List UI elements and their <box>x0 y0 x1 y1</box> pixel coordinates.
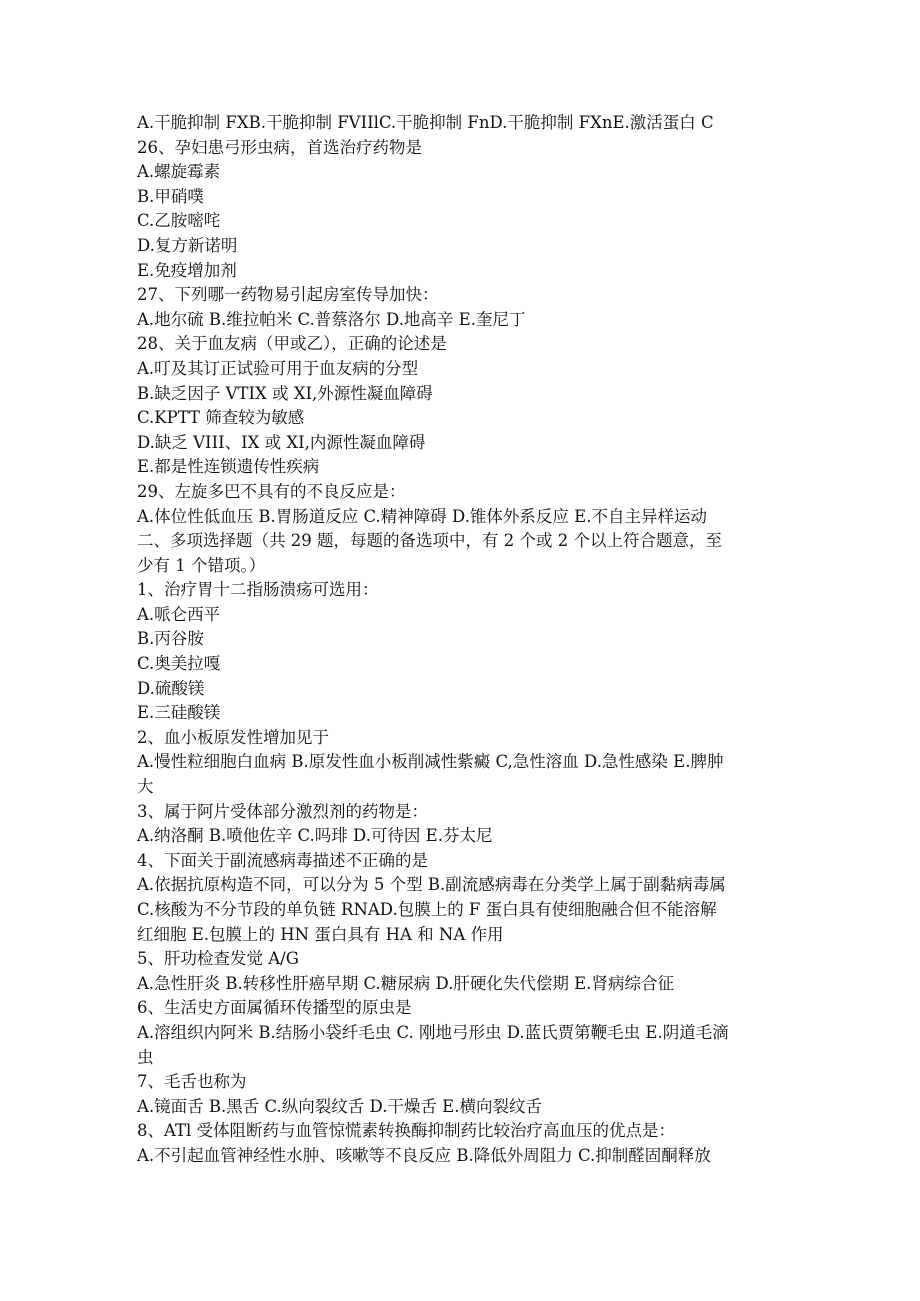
option-line-cont: 虫 <box>137 1047 154 1067</box>
question-29-stem: 29、左旋多巴不具有的不良反应是： <box>137 481 406 501</box>
question-28-stem: 28、关于血友病（甲或乙），正确的论述是 <box>137 334 447 354</box>
option-line: A.哌仑西平 <box>137 604 221 624</box>
text-line: A.干脆抑制 FXB.干脆抑制 FVIIlC.干脆抑制 FnD.干脆抑制 FXnE.激活蛋白 C <box>137 113 714 132</box>
question-2-stem: 2、血小板原发性增加见于 <box>137 727 329 747</box>
section-heading: 二、多项选择题（共 29 题，每题的备选项中，有 2 个或 2 个以上符合题意，至 <box>137 531 722 551</box>
option-line: A.地尔硫 B.维拉帕米 C.普蔡洛尔 D.地高辛 E.奎尼丁 <box>137 309 526 329</box>
option-line: E.免疫增加剂 <box>137 260 237 280</box>
question-6-stem: 6、生活史方面属循环传播型的原虫是 <box>137 998 412 1018</box>
option-line: E.三硅酸镁 <box>137 703 221 723</box>
option-line: A.急性肝炎 B.转移性肝癌早期 C.糖尿病 D.肝硬化失代偿期 E.肾病综合征 <box>137 973 674 993</box>
section-heading-cont: 少有 1 个错项。） <box>137 555 266 575</box>
question-4-stem: 4、下面关于副流感病毒描述不正确的是 <box>137 850 428 870</box>
question-3-stem: 3、属于阿片受体部分激烈剂的药物是： <box>137 801 428 821</box>
option-line: B.缺乏因子 VTIX 或 XI,外源性凝血障碍 <box>137 383 433 403</box>
option-line: A.体位性低血压 B.胃肠道反应 C.精神障碍 D.锥体外系反应 E.不自主异样运动 <box>137 506 707 526</box>
question-7-stem: 7、毛舌也称为 <box>137 1072 247 1092</box>
option-line: A.慢性粒细胞白血病 B.原发性血小板削减性紫癜 C,急性溶血 D.急性感染 E.脾肿 <box>137 752 724 772</box>
option-line: A.叮及其订正试验可用于血友病的分型 <box>137 358 419 378</box>
option-line: C.KPTT 筛查较为敏感 <box>137 408 305 428</box>
option-line: A.纳洛酮 B.喷他佐辛 C.吗琲 D.可待因 E.芬太尼 <box>137 826 493 846</box>
question-26-stem: 26、孕妇患弓形虫病，首选治疗药物是 <box>137 137 422 157</box>
question-5-stem: 5、肝功检查发觉 A/G <box>137 949 299 969</box>
option-line-cont: 大 <box>137 777 154 797</box>
question-1-stem: 1、治疗胃十二指肠溃疡可选用： <box>137 580 379 600</box>
option-line: B.甲硝噗 <box>137 186 204 206</box>
option-line: A.螺旋霉素 <box>137 162 221 182</box>
option-line: A.不引起血管神经性水肿、咳嗽等不良反应 B.降低外周阻力 C.抑制醛固酮释放 <box>137 1145 711 1165</box>
option-line: C.奥美拉嘎 <box>137 654 221 674</box>
option-line: A.溶组织内阿米 B.结肠小袋纤毛虫 C. 刚地弓形虫 D.蓝氏贾第鞭毛虫 E.阴道毛滴 <box>137 1022 729 1042</box>
option-line: D.缺乏 VIII、IX 或 XI,内源性凝血障碍 <box>137 432 426 452</box>
option-line: B.丙谷胺 <box>137 629 204 649</box>
option-line: C.乙胺嘧咤 <box>137 211 221 231</box>
document-page <box>137 111 787 1169</box>
question-8-stem: 8、ATl 受体阻断药与血管惊慌素转换酶抑制药比较治疗高血压的优点是： <box>137 1121 676 1141</box>
option-line: E.都是性连锁遗传性疾病 <box>137 457 320 477</box>
option-line: A.镜面舌 B.黑舌 C.纵向裂纹舌 D.干燥舌 E.横向裂纹舌 <box>137 1096 542 1116</box>
option-line: C.核酸为不分节段的单负链 RNAD.包膜上的 F 蛋白具有使细胞融合但不能溶解 <box>137 900 717 919</box>
option-line: D.硫酸镁 <box>137 678 205 698</box>
option-line: D.复方新诺明 <box>137 235 238 255</box>
question-27-stem: 27、下列哪一药物易引起房室传导加快： <box>137 285 439 305</box>
option-line-cont: 红细胞 E.包膜上的 HN 蛋白具有 HA 和 NA 作用 <box>137 924 504 944</box>
option-line: A.依据抗原构造不同，可以分为 5 个型 B.副流感病毒在分类学上属于副黏病毒属 <box>137 875 726 895</box>
